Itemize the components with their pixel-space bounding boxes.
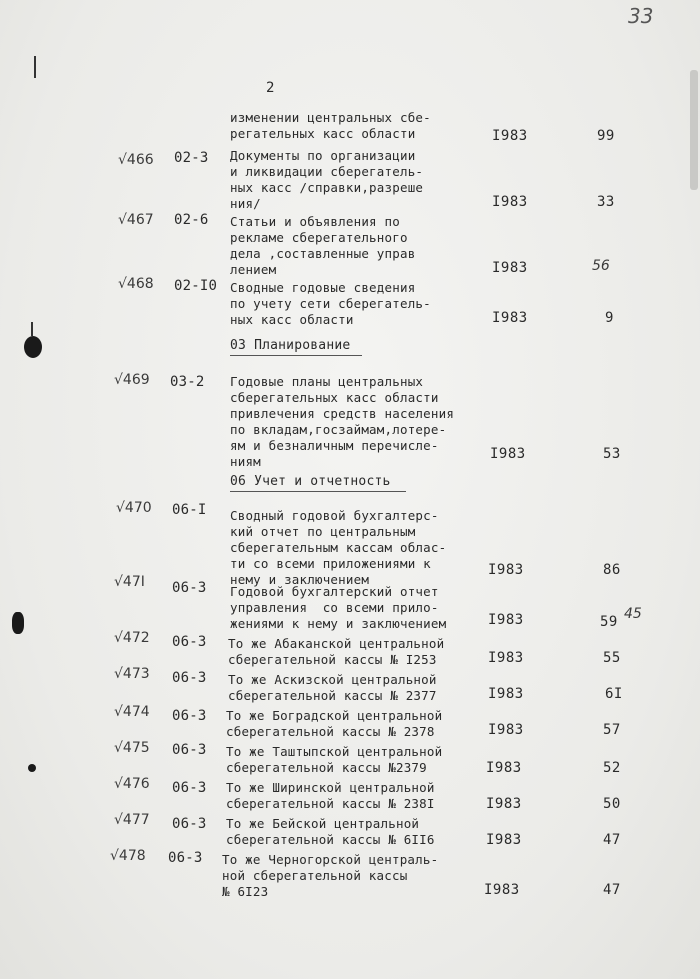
item-473-index: 06-3 [172, 670, 207, 686]
item-466-index: 02-3 [174, 150, 209, 166]
item-475-index: 06-3 [172, 742, 207, 758]
item-475-line-1: То же Таштыпской центральной [226, 744, 443, 759]
item-473-year: I983 [488, 686, 524, 702]
item-472-line-2: сберегательной кассы № I253 [228, 652, 437, 667]
item-466-number: √466 [118, 152, 154, 168]
item-476-line-1: То же Ширинской центральной [226, 780, 435, 795]
item-475-year: I983 [486, 760, 522, 776]
item-472-line-1: То же Абаканской центральной [228, 636, 445, 651]
item-467-year: I983 [492, 260, 528, 276]
item-474-line-1: То же Боградской центральной [226, 708, 443, 723]
item-474-index: 06-3 [172, 708, 207, 724]
section-underline-accounting [230, 491, 406, 492]
section-title-accounting: 06 Учет и отчетность [230, 474, 391, 489]
item-467-line-2: рекламе сберегательного [230, 230, 408, 245]
item-467-line-1: Статьи и объявления по [230, 214, 400, 229]
item-474-line-2: сберегательной кассы № 2378 [226, 724, 435, 739]
item-474-number: √474 [114, 704, 150, 720]
item-477-index: 06-3 [172, 816, 207, 832]
item-473-number: √473 [114, 666, 150, 682]
ink-blot-right [690, 70, 698, 190]
item-469-index: 03-2 [170, 374, 205, 390]
item-469-line-1: Годовые планы центральных [230, 374, 424, 389]
item-471-year: I983 [488, 612, 524, 628]
item-476-index: 06-3 [172, 780, 207, 796]
item-478-line-2: ной сберегательной кассы [222, 868, 408, 883]
item-467-line-3: дела ,составленные управ [230, 246, 416, 261]
item-471-number: √47I [114, 574, 145, 590]
item-477-sheets: 47 [603, 832, 621, 848]
item-475-line-2: сберегательной кассы №2379 [226, 760, 427, 775]
item-477-line-1: То же Бейской центральной [226, 816, 420, 831]
item-468-year: I983 [492, 310, 528, 326]
section-title-planning: 03 Планирование [230, 338, 351, 353]
item-470-line-5: нему и заключением [230, 572, 370, 587]
item-472-index: 06-3 [172, 634, 207, 650]
continuation-line-2: регательных касс области [230, 126, 416, 141]
section-underline-planning [230, 355, 362, 356]
item-476-sheets: 50 [603, 796, 621, 812]
item-470-sheets: 86 [603, 562, 621, 578]
item-468-number: √468 [118, 276, 154, 292]
item-477-number: √477 [114, 812, 150, 828]
item-468-line-3: ных касс области [230, 312, 354, 327]
item-471-sheets-handwritten: 45 [624, 606, 642, 622]
item-469-line-5: ям и безналичным перечисле- [230, 438, 439, 453]
ink-blot-left-3 [28, 764, 36, 772]
item-472-year: I983 [488, 650, 524, 666]
item-469-line-2: сберегательных касс области [230, 390, 439, 405]
item-477-year: I983 [486, 832, 522, 848]
item-471-line-3: жениями к нему и заключением [230, 616, 447, 631]
item-470-line-3: сберегательным кассам облас- [230, 540, 447, 555]
item-474-sheets: 57 [603, 722, 621, 738]
item-478-line-1: То же Черногорской централь- [222, 852, 439, 867]
item-469-line-3: привлечения средств населения [230, 406, 455, 421]
item-475-number: √475 [114, 740, 150, 756]
ink-blot-left-2 [12, 612, 24, 634]
item-468-index: 02-I0 [174, 278, 218, 294]
scan-mark-left-1 [31, 322, 33, 336]
continuation-line-1: изменении центральных сбе- [230, 110, 431, 125]
item-467-number: √467 [118, 212, 154, 228]
continuation-year: I983 [492, 128, 528, 144]
item-478-line-3: № 6I23 [222, 884, 269, 899]
item-469-sheets: 53 [603, 446, 621, 462]
item-472-sheets: 55 [603, 650, 621, 666]
item-467-sheets: 56 [592, 258, 610, 274]
item-469-line-6: ниям [230, 454, 261, 469]
item-477-line-2: сберегательной кассы № 6II6 [226, 832, 435, 847]
item-470-line-2: кий отчет по центральным [230, 524, 416, 539]
item-469-number: √469 [114, 372, 150, 388]
item-466-line-4: ния/ [230, 196, 261, 211]
item-472-number: √472 [114, 630, 150, 646]
item-471-line-1: Годовой бухгалтерский отчет [230, 584, 439, 599]
page-number: 2 [266, 80, 275, 96]
item-470-index: 06-I [172, 502, 207, 518]
item-466-line-1: Документы по организации [230, 148, 416, 163]
item-476-line-2: сберегательной кассы № 238I [226, 796, 435, 811]
item-468-line-2: по учету сети сберегатель- [230, 296, 431, 311]
ink-blot-left-1 [24, 336, 42, 358]
item-473-line-1: То же Аскизской центральной [228, 672, 437, 687]
item-476-year: I983 [486, 796, 522, 812]
item-468-sheets: 9 [605, 310, 614, 326]
item-469-line-4: по вкладам,госзаймам,лотере- [230, 422, 447, 437]
item-471-sheets: 59 [600, 614, 618, 630]
item-470-line-1: Сводный годовой бухгалтерс- [230, 508, 439, 523]
item-478-sheets: 47 [603, 882, 621, 898]
item-470-number: √470 [116, 500, 152, 516]
item-470-year: I983 [488, 562, 524, 578]
scan-mark-top-left [34, 56, 36, 78]
item-478-year: I983 [484, 882, 520, 898]
item-467-index: 02-6 [174, 212, 209, 228]
item-476-number: √476 [114, 776, 150, 792]
archive-number: 33 [628, 4, 654, 28]
item-478-number: √478 [110, 848, 146, 864]
item-466-line-2: и ликвидации сберегатель- [230, 164, 424, 179]
item-474-year: I983 [488, 722, 524, 738]
item-475-sheets: 52 [603, 760, 621, 776]
continuation-sheets: 99 [597, 128, 615, 144]
item-469-year: I983 [490, 446, 526, 462]
item-466-line-3: ных касс /справки,разреше [230, 180, 424, 195]
item-466-year: I983 [492, 194, 528, 210]
item-466-sheets: 33 [597, 194, 615, 210]
item-470-line-4: ти со всеми приложениями к [230, 556, 431, 571]
item-471-line-2: управления со всеми прило- [230, 600, 439, 615]
item-471-index: 06-3 [172, 580, 207, 596]
item-467-line-4: лением [230, 262, 277, 277]
item-468-line-1: Сводные годовые сведения [230, 280, 416, 295]
item-473-line-2: сберегательной кассы № 2377 [228, 688, 437, 703]
item-478-index: 06-3 [168, 850, 203, 866]
item-473-sheets: 6I [605, 686, 623, 702]
